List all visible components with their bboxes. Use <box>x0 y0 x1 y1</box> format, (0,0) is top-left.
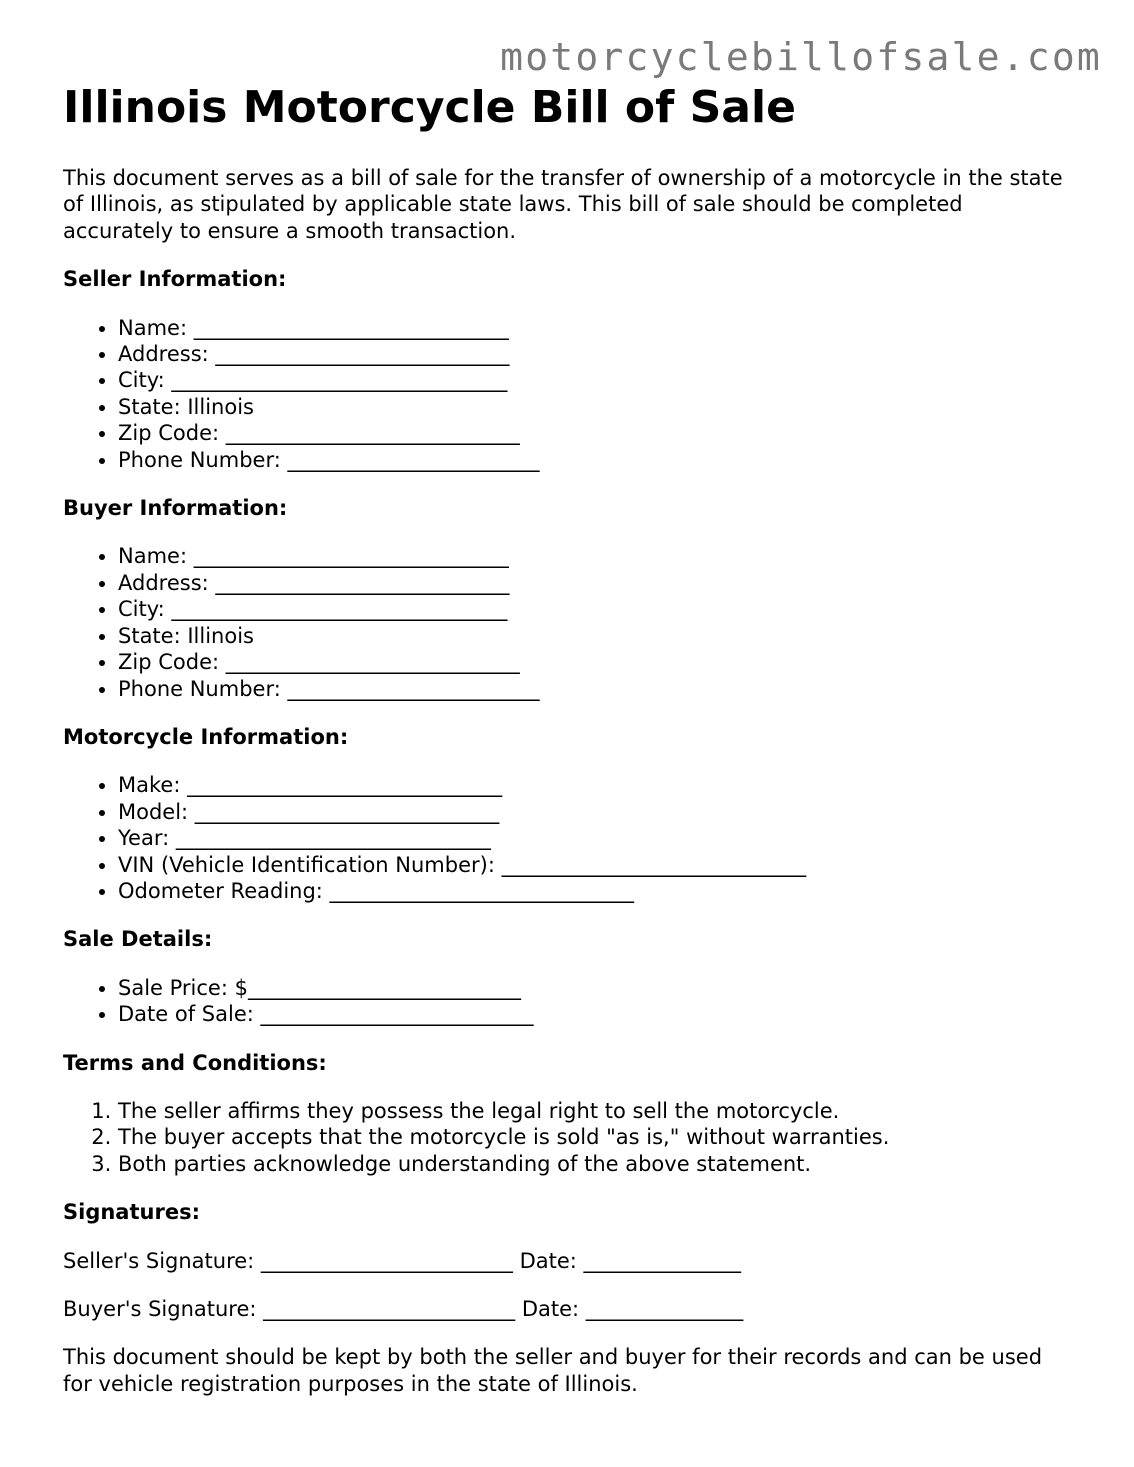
page-title: Illinois Motorcycle Bill of Sale <box>63 82 796 133</box>
sale-list <box>63 975 1073 1028</box>
seller-phone-field: • Phone Number: ________________________ <box>118 447 1073 473</box>
terms-item: 1. The seller affirms they possess the legal right to sell the motorcycle. <box>118 1098 1073 1124</box>
motorcycle-odometer-field: • Odometer Reading: _____________________________ <box>118 878 1073 904</box>
motorcycle-vin-field: • VIN (Vehicle Identification Number): _____________________________ <box>118 852 1073 878</box>
seller-signature-line: Seller's Signature: ________________________ Date: _______________ <box>63 1248 742 1273</box>
site-watermark: motorcyclebillofsale.com <box>500 35 1102 79</box>
terms-item: 3. Both parties acknowledge understanding of the above statement. <box>118 1151 1073 1177</box>
motorcycle-model-field: • Model: _____________________________ <box>118 799 1073 825</box>
buyer-zip-field: • Zip Code: ____________________________ <box>118 649 1073 675</box>
motorcycle-list <box>63 772 1073 904</box>
seller-address-field: • Address: ____________________________ <box>118 341 1073 367</box>
seller-zip-field: • Zip Code: ____________________________ <box>118 420 1073 446</box>
intro-paragraph: This document serves as a bill of sale for the transfer of ownership of a motorcycle in the state of Illinois, as stipulated by applicable state laws. This bill of sale should be completed accurately to ensure a smooth transaction. <box>63 166 1063 243</box>
buyer-name-field: • Name: ______________________________ <box>118 543 1073 569</box>
signatures-heading: Signatures: <box>63 1200 200 1225</box>
buyer-phone-field: • Phone Number: ________________________ <box>118 676 1073 702</box>
seller-heading: Seller Information: <box>63 267 287 292</box>
seller-state-field: • State: Illinois <box>118 394 1073 420</box>
buyer-city-field: • City: ________________________________ <box>118 596 1073 622</box>
buyer-signature-line: Buyer's Signature: ________________________ Date: _______________ <box>63 1297 744 1321</box>
buyer-address-field: • Address: ____________________________ <box>118 570 1073 596</box>
terms-heading: Terms and Conditions: <box>63 1050 327 1075</box>
sale-heading: Sale Details: <box>63 927 213 952</box>
closing-paragraph: This document should be kept by both the seller and buyer for their records and can be used for vehicle registration purposes in the state of Illinois. <box>63 1345 1043 1396</box>
sale-date-field: • Date of Sale: __________________________ <box>118 1001 1073 1027</box>
buyer-list <box>63 543 1073 701</box>
seller-city-field: • City: ________________________________ <box>118 367 1073 393</box>
buyer-state-field: • State: Illinois <box>118 623 1073 649</box>
motorcycle-make-field: • Make: ______________________________ <box>118 772 1073 798</box>
motorcycle-heading: Motorcycle Information: <box>63 724 349 749</box>
buyer-heading: Buyer Information: <box>63 496 288 521</box>
terms-list <box>63 1098 1073 1177</box>
document-body <box>63 84 1073 1419</box>
seller-name-field: • Name: ______________________________ <box>118 315 1073 341</box>
motorcycle-year-field: • Year: ______________________________ <box>118 825 1073 851</box>
seller-list <box>63 315 1073 473</box>
sale-price-field: • Sale Price: $__________________________ <box>118 975 1073 1001</box>
terms-item: 2. The buyer accepts that the motorcycle is sold "as is," without warranties. <box>118 1124 1073 1150</box>
